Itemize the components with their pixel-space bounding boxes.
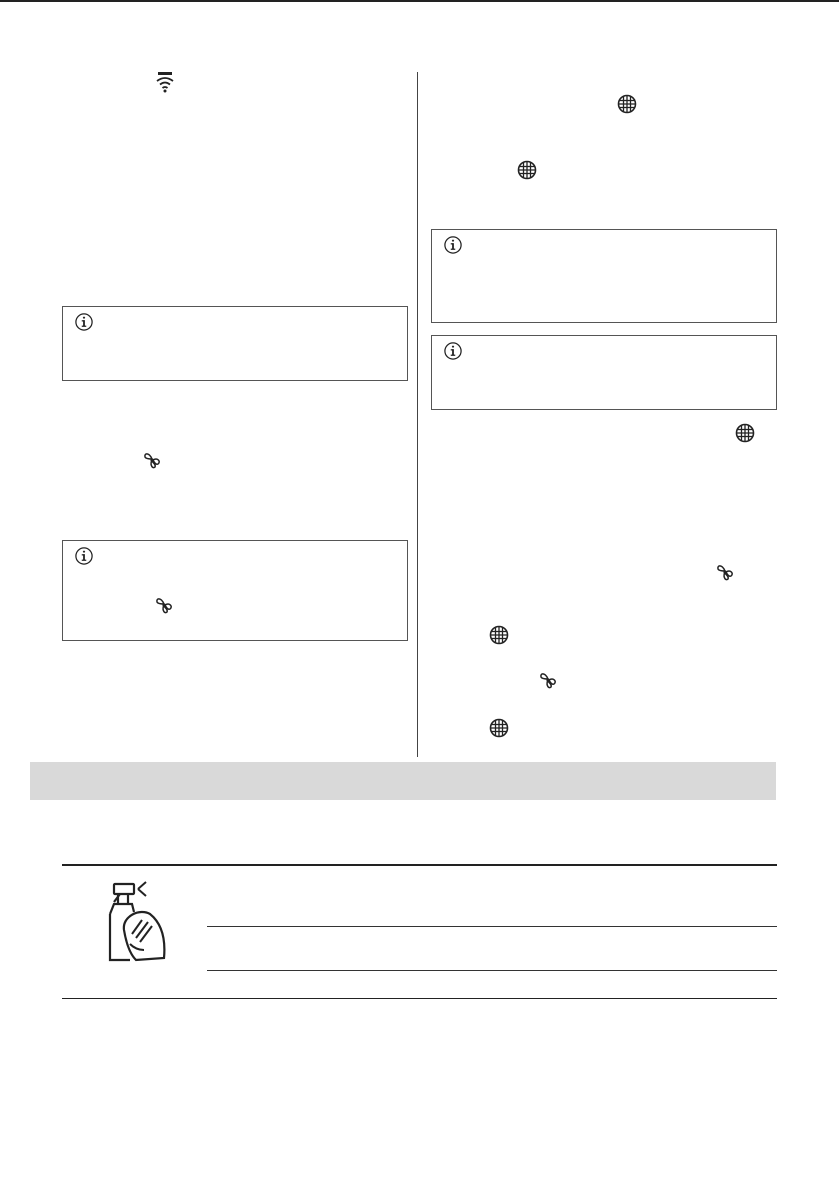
grid-globe-icon — [735, 423, 755, 448]
wifi-icon — [156, 72, 174, 99]
info-icon — [444, 236, 462, 259]
column-divider — [417, 72, 418, 757]
info-box — [62, 540, 408, 641]
info-icon — [75, 547, 93, 570]
info-box — [431, 229, 777, 323]
grid-globe-icon — [517, 160, 537, 185]
section-heading-band — [30, 762, 776, 800]
table-row-divider — [207, 926, 777, 927]
table-bottom-rule — [62, 998, 777, 999]
grid-globe-icon — [489, 718, 509, 743]
fan-icon — [154, 595, 174, 620]
top-rule — [0, 0, 839, 2]
grid-globe-icon — [617, 94, 637, 119]
spray-wipe-icon — [100, 878, 176, 969]
info-box — [431, 335, 777, 410]
grid-globe-icon — [489, 625, 509, 650]
fan-icon — [715, 562, 735, 587]
table-row-divider — [207, 970, 777, 971]
fan-icon — [142, 450, 162, 475]
table-top-rule — [62, 864, 777, 866]
fan-icon — [538, 670, 558, 695]
info-box — [62, 306, 408, 381]
info-icon — [444, 342, 462, 365]
info-icon — [75, 313, 93, 336]
